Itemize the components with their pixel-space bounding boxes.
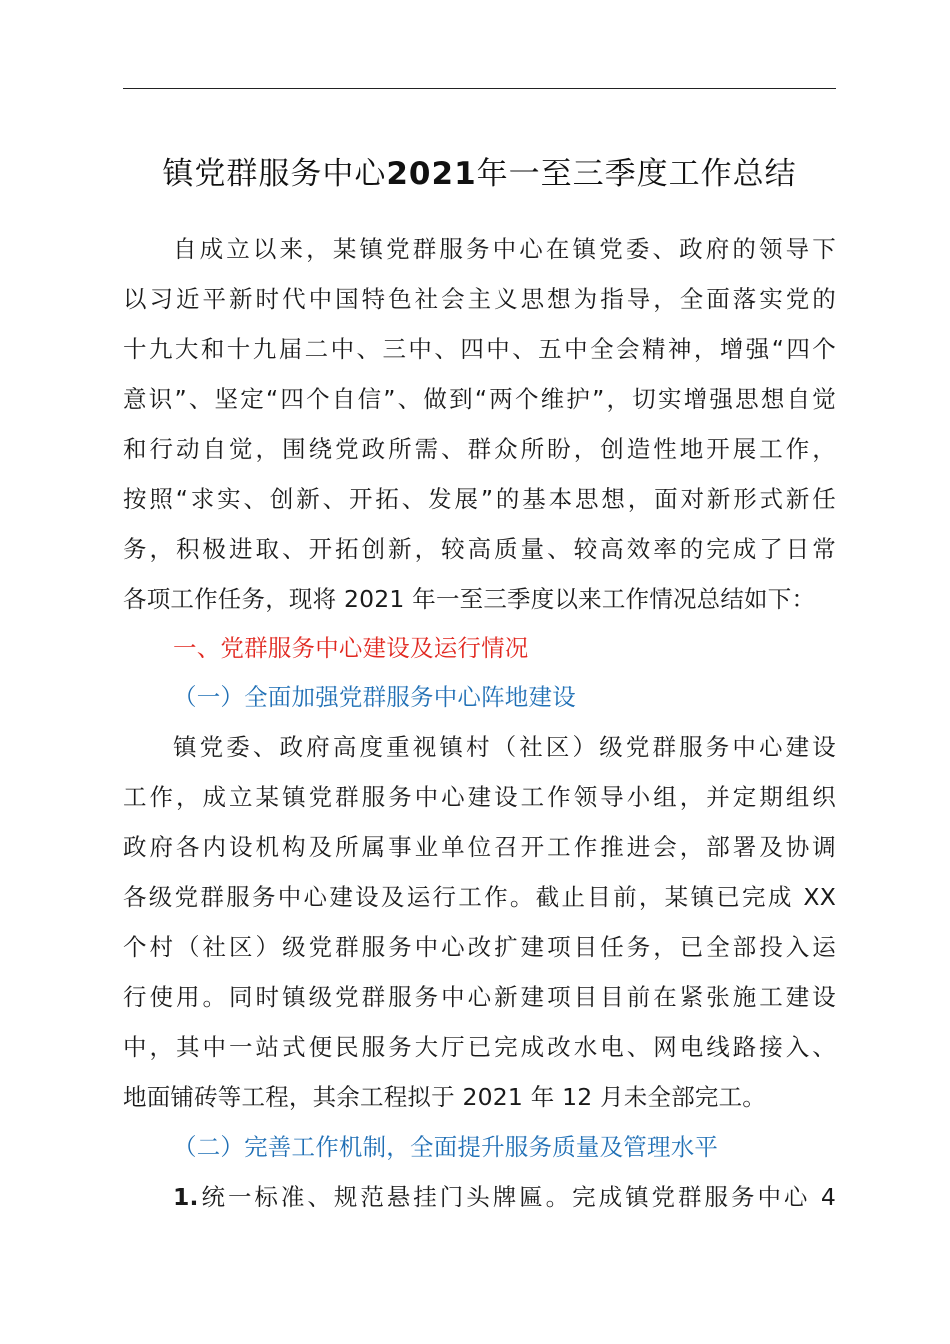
title-suffix: 年一至三季度工作总结: [476, 156, 797, 192]
section-heading-1: 一、党群服务中心建设及运行情况: [173, 634, 529, 662]
intro-line: 以习近平新时代中国特色社会主义思想为指导，全面落实党的: [123, 285, 836, 313]
intro-line: 务，积极进取、开拓创新，较高质量、较高效率的完成了日常: [123, 535, 836, 563]
section1-line: 镇党委、政府高度重视镇村（社区）级党群服务中心建设: [173, 733, 836, 761]
item-1-number: 1.: [173, 1183, 199, 1211]
section1-line: 各级党群服务中心建设及运行工作。截止目前，某镇已完成 XX: [123, 883, 836, 911]
title-year: 2021: [386, 156, 477, 192]
intro-line: 按照“求实、创新、开拓、发展”的基本思想，面对新形式新任: [123, 485, 836, 513]
section1-line: 中，其中一站式便民服务大厅已完成改水电、网电线路接入、: [123, 1033, 836, 1061]
intro-line: 十九大和十九届二中、三中、四中、五中全会精神，增强“四个: [123, 335, 836, 363]
section1-line: 政府各内设机构及所属事业单位召开工作推进会，部署及协调: [123, 833, 836, 861]
subsection-heading-1: （一）全面加强党群服务中心阵地建设: [173, 683, 576, 711]
section1-line: 个村（社区）级党群服务中心改扩建项目任务，已全部投入运: [123, 933, 836, 961]
section1-line: 地面铺砖等工程，其余工程拟于 2021 年 12 月未全部完工。: [123, 1083, 766, 1111]
item-1-line: [123, 1172, 836, 1222]
intro-line: 和行动自觉，围绕党政所需、群众所盼，创造性地开展工作，: [123, 435, 836, 463]
section1-line: 工作，成立某镇党群服务中心建设工作领导小组，并定期组织: [123, 783, 836, 811]
intro-line: 各项工作任务，现将 2021 年一至三季度以来工作情况总结如下：: [123, 585, 816, 613]
title-prefix: 镇党群服务中心: [162, 156, 387, 192]
item-1-text: 统一标准、规范悬挂门头牌匾。完成镇党群服务中心 4: [198, 1183, 836, 1211]
intro-line: 意识”、坚定“四个自信”、做到“两个维护”，切实增强思想自觉: [123, 385, 836, 413]
intro-line: 自成立以来，某镇党群服务中心在镇党委、政府的领导下: [173, 235, 836, 263]
section1-line: 行使用。同时镇级党群服务中心新建项目目前在紧张施工建设: [123, 983, 836, 1011]
subsection-heading-2: （二）完善工作机制，全面提升服务质量及管理水平: [173, 1133, 719, 1161]
header-rule: [123, 88, 836, 89]
document-title: [123, 150, 836, 198]
